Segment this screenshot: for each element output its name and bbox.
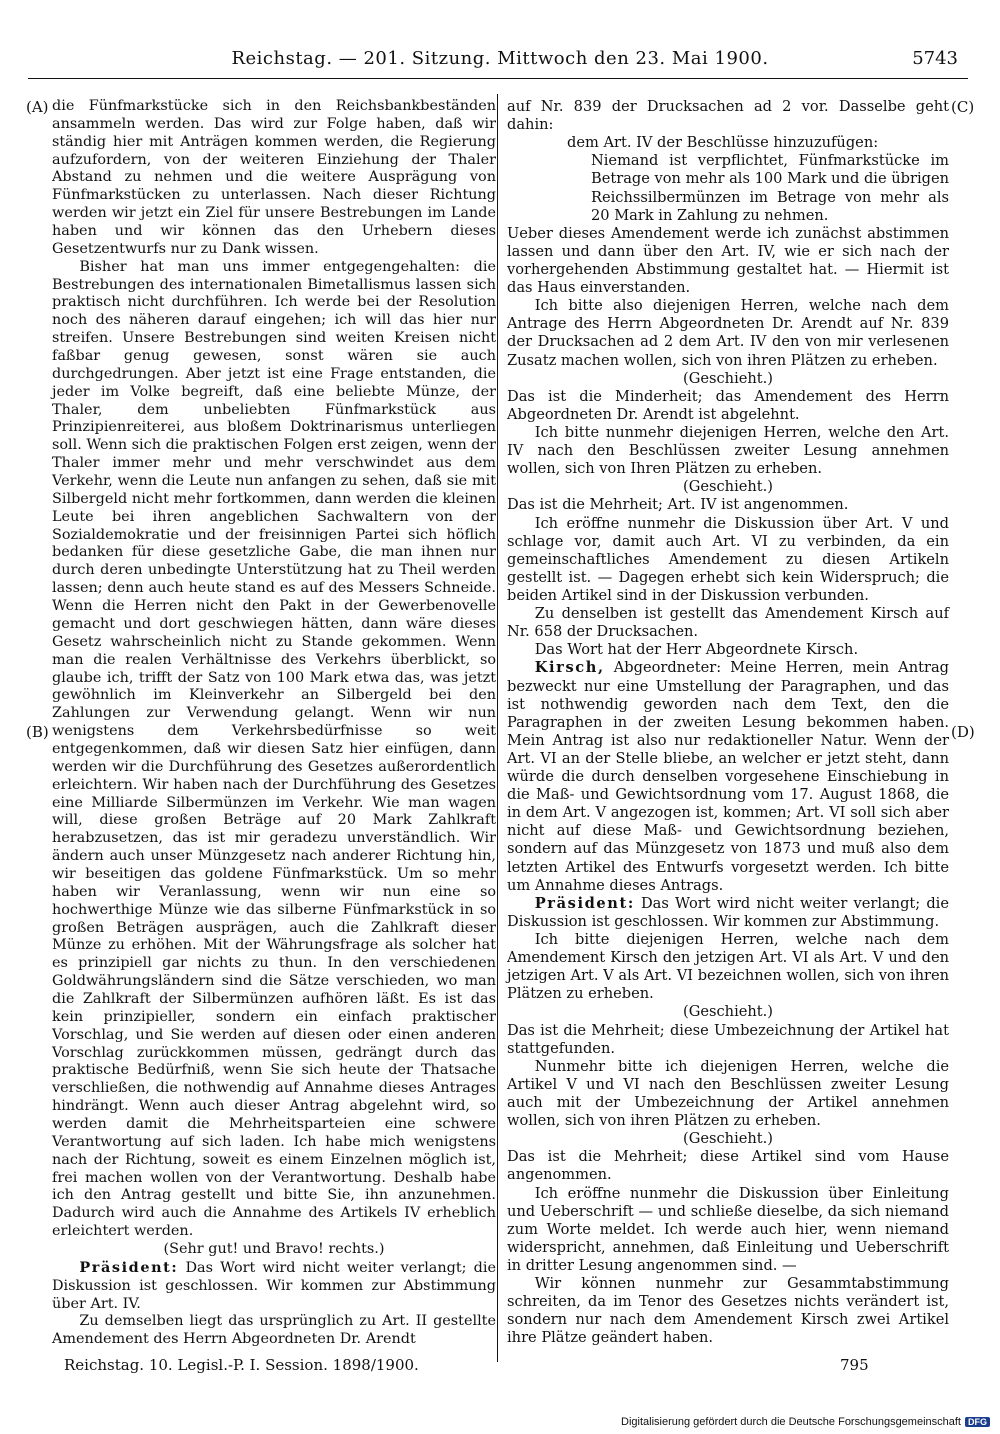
right-paragraph bbox=[507, 931, 949, 1003]
paragraph-text: Wir können nunmehr zur Gesammtabstimmung schreiten, da im Tenor des Gesetzes nichts verändert ist, sondern nur nach dem Amendement Kirsch zwei Artikel ihre Plätze geändert haben. bbox=[507, 1275, 949, 1347]
margin-marker-c: (C) bbox=[951, 98, 975, 116]
right-paragraph bbox=[507, 641, 949, 659]
left-column bbox=[52, 98, 496, 1349]
paragraph-text: Das Wort wird nicht weiter verlangt; die Diskussion ist geschlossen. Wir kommen zur Abstimmung über Art. IV. bbox=[52, 1259, 496, 1312]
right-paragraph bbox=[567, 134, 949, 152]
paragraph-text: Ueber dieses Amendement werde ich zunächst abstimmen lassen und dann über den Art. IV, wie er sich nach der vorhergehenden Abstimmung gestaltet hat. — Hiermit ist das Haus einverstanden. bbox=[507, 224, 949, 297]
margin-marker-d: (D) bbox=[951, 723, 975, 741]
right-paragraph bbox=[507, 1185, 949, 1276]
margin-marker-a: (A) bbox=[26, 98, 49, 116]
paragraph-text: Ich eröffne nunmehr die Diskussion über Art. V und schlage vor, damit auch Art. VI zu verbinden, da ein gemeinschaftliches Amendement zu diesen Artikeln gestellt ist. — Dagegen erhebt sich kein Widerspruch; die beiden Artikel sind in der Diskussion verbunden. bbox=[507, 514, 949, 604]
paragraph-text: Ich eröffne nunmehr die Diskussion über Einleitung und Ueberschrift — und schließe dieselbe, da sich niemand zum Worte meldet. Ich werde auch hier, wenn niemand widerspricht, annehmen, daß Einleitung und Ueberschrift in dritter Lesung angenommen sind. — bbox=[507, 1184, 949, 1274]
footer-left: Reichstag. 10. Legisl.-P. I. Session. 1898/1900. bbox=[64, 1356, 419, 1374]
right-paragraph bbox=[507, 424, 949, 478]
paragraph-text: Niemand ist verpflichtet, Fünfmarkstücke im Betrage von mehr als 100 Mark und die übrigen Reichssilbermünzen im Betrage von mehr als 20 Mark in Zahlung zu nehmen. bbox=[591, 152, 949, 224]
paragraph-text: Zu denselben ist gestellt das Amendement Kirsch auf Nr. 658 der Drucksachen. bbox=[507, 605, 949, 641]
right-paragraph bbox=[507, 1022, 949, 1058]
right-paragraph bbox=[507, 98, 949, 134]
footer-page-sheet: 795 bbox=[840, 1356, 869, 1374]
right-paragraph bbox=[507, 1130, 949, 1148]
paragraph-text: auf Nr. 839 der Drucksachen ad 2 vor. Dasselbe geht dahin: bbox=[507, 98, 949, 134]
paragraph-text: dem Art. IV der Beschlüsse hinzuzufügen: bbox=[567, 134, 879, 152]
left-paragraph bbox=[52, 259, 496, 1241]
right-paragraph bbox=[507, 478, 949, 496]
digitization-credit bbox=[621, 1416, 990, 1428]
right-paragraph bbox=[591, 152, 949, 224]
right-paragraph bbox=[507, 1148, 949, 1184]
paragraph-text: Das Wort hat der Herr Abgeordnete Kirsch. bbox=[534, 641, 859, 659]
right-paragraph bbox=[507, 659, 949, 894]
paragraph-text: Das ist die Mehrheit; diese Artikel sind vom Hause angenommen. bbox=[507, 1148, 949, 1184]
paragraph-text: (Geschieht.) bbox=[683, 1130, 773, 1148]
left-paragraph bbox=[52, 1259, 496, 1314]
speaker-name: Präsident: bbox=[79, 1258, 179, 1276]
paragraph-text: Ich bitte also diejenigen Herren, welche nach dem Antrage des Herrn Abgeordneten Dr. Arendt auf Nr. 839 der Drucksachen ad 2 dem Art. IV den von mir verlesenen Zusatz machen wollen, sich von ihren Plätzen zu erheben. bbox=[507, 297, 949, 369]
header-rule bbox=[28, 78, 968, 79]
paragraph-text: Ich bitte nunmehr diejenigen Herren, welche den Art. IV nach den Beschlüssen zweiter Lesung annehmen wollen, sich von Ihren Plätzen zu erheben. bbox=[507, 423, 949, 478]
paragraph-text: Das ist die Minderheit; das Amendement des Herrn Abgeordneten Dr. Arendt ist abgelehnt. bbox=[507, 387, 949, 423]
left-paragraph bbox=[52, 1241, 496, 1259]
paragraph-text: (Geschieht.) bbox=[683, 369, 773, 387]
right-paragraph bbox=[507, 225, 949, 297]
paragraph-text: (Geschieht.) bbox=[683, 1003, 773, 1021]
left-paragraph bbox=[52, 1313, 496, 1349]
right-paragraph bbox=[507, 515, 949, 606]
left-paragraph bbox=[52, 98, 496, 259]
paragraph-text: Nunmehr bitte ich diejenigen Herren, welche die Artikel V und VI nach den Beschlüssen zweiter Lesung auch mit der Umbezeichnung der Artikel annehmen wollen, sich von ihren Plätzen zu erheben. bbox=[507, 1057, 949, 1130]
paragraph-text: Das ist die Mehrheit; diese Umbezeichnung der Artikel hat stattgefunden. bbox=[507, 1021, 949, 1057]
speaker-name: Präsident: bbox=[534, 894, 635, 912]
right-paragraph bbox=[507, 496, 949, 514]
page-header bbox=[0, 48, 1000, 76]
paragraph-text: Bisher hat man uns immer entgegengehalten: die Bestrebungen des internationalen Bimetallismus lassen sich praktisch nicht durchführen. Ich werde bei der Resolution noch des näheren darauf eingehen; ich will das hier nur streifen. Unsere Bestrebungen sind weiten Kreisen nicht faßbar genug gewesen, sonst wären sie auch durchgedrungen. Aber jetzt ist eine Frage entstanden, die jeder im Volke begreift, daß eine beliebte Münze, der Thaler, dem unbeliebten Fünfmarkstück aus Prinzipienreiterei, aus bloßem Doktrinarismus unterliegen soll. Wenn sich die praktischen Folgen erst zeigen, wenn der Thaler immer mehr und mehr verschwindet aus dem Verkehr, wenn die Leute nun anfangen zu sehen, daß sie mit Silbergeld nicht mehr fortkommen, dann werden die kleinen Leute bei ihren angeblichen Sachwaltern von der Sozialdemokratie und der freisinnigen Partei sich höflich bedanken für diese gesetzliche Gabe, die man ihnen nur durch deren unbedingte Unterstützung hat zu Theil werden lassen; denn auch heute stand es auf des Messers Schneide. Wenn die Herren nicht den Pakt in der Gewerbenovelle gemacht und dort geschwiegen hätten, dann wäre dieses Gesetz wahrscheinlich nicht zu Stande gekommen. Wenn man die realen Verhältnisse des Verkehrs überblickt, so glaube ich, trifft der Satz von 100 Mark etwa das, was jetzt gewöhnlich im Kleinverkehr an Silbergeld bei den Zahlungen zur Verwendung gelangt. Wenn wir nun wenigstens dem Verkehrsbedürfnisse so weit entgegenkommen, daß wir diesen Satz hier einfügen, dann werden wir die Durchführung des Gesetzes außerordentlich erleichtern. Wir haben nach der Durchführung des Gesetzes eine Milliarde Silbermünzen im Verkehr. Wie man wagen will, diese großen Beträge auf 20 Mark Zahlkraft herabzusetzen, das ist mir geradezu unverständlich. Wir ändern auch unser Münzgesetz nach anderer Richtung hin, wir beseitigen das goldene Fünfmarkstück. Um so mehr haben wir Veranlassung, wenn wir nun eine so hochwerthige Münze wie das silberne Fünfmarkstück in so großen Beträgen ausprägen, auch die Zahlkraft dieser Münze zu erhöhen. Mit der Währungsfrage als solcher hat es prinzipiell gar nichts zu thun. In den verschiedenen Goldwährungsländern sind die Sätze verschieden, wo man die Zahlkraft der Silbermünzen aufhören läßt. Es ist das kein prinzipieller, sondern ein einfach praktischer Vorschlag, und Sie werden auf diesen oder einen anderen Vorschlag zurückkommen müssen, gedrängt durch das praktische Bedürfniß, wenn Sie sich heute der Thatsache verschließen, die nothwendig auf Annahme dieses Antrages hindrängt. Wenn auch dieser Antrag abgelehnt wird, so werden damit die Mehrheitsparteien eine schwere Verantwortung auf sich laden. Ich habe mich wenigstens nach der Richtung, soweit es einem Einzelnen möglich ist, frei machen wollen von der Verantwortung. Deshalb habe ich den Antrag gestellt und bitte Sie, ihn anzunehmen. Dadurch wird auch die Annahme des Artikels IV erheblich erleichtert werden. bbox=[52, 258, 496, 1240]
dfg-logo: DFG bbox=[965, 1417, 990, 1427]
paragraph-text: die Fünfmarkstücke sich in den Reichsbankbeständen ansammeln werden. Das wird zur Folge haben, daß wir ständig hier mit Anträgen kommen werden, die Regierung aufzufordern, von der weiteren Einziehung der Thaler Abstand zu nehmen und die weitere Ausprägung von Fünfmarkstücken zu unterlassen. Nach dieser Richtung werden wir jetzt ein Ziel für unsere Bestrebungen im Lande haben und wir können das den Urhebern dieses Gesetzentwurfs nur zu Dank wissen. bbox=[52, 98, 496, 257]
right-paragraph bbox=[507, 1058, 949, 1130]
right-paragraph bbox=[507, 895, 949, 931]
margin-marker-b: (B) bbox=[26, 723, 49, 741]
paragraph-text: Das Wort wird nicht weiter verlangt; die Diskussion ist geschlossen. Wir kommen zur Abstimmung. bbox=[507, 894, 949, 930]
right-paragraph bbox=[507, 605, 949, 641]
speaker-name: Kirsch, bbox=[534, 659, 605, 677]
paragraph-text: (Sehr gut! und Bravo! rechts.) bbox=[163, 1241, 385, 1257]
running-title: Reichstag. — 201. Sitzung. Mittwoch den 23. Mai 1900. bbox=[231, 48, 769, 69]
right-paragraph bbox=[507, 1003, 949, 1021]
paragraph-text: Abgeordneter: Meine Herren, mein Antrag bezweckt nur eine Umstellung der Paragraphen, und das ist nothwendig geworden nach dem Text, den die Paragraphen in der zweiten Lesung bekommen haben. Mein Antrag ist also nur redaktioneller Natur. Wenn der Art. VI an der Stelle bliebe, an welcher er jetzt steht, dann würde die durch denselben vorgesehene Einschiebung in die Maß- und Gewichtsordnung vom 17. August 1868, die in dem Art. V angezogen ist, kommen; Art. VI soll sich aber nicht auf diese Maß- und Gewichtsordnung beziehen, sondern auf das Münzgesetz von 1873 und muß also dem letzten Artikel des Entwurfs vorgesetzt werden. Ich bitte um Annahme dieses Antrags. bbox=[507, 659, 949, 894]
paragraph-text: Ich bitte diejenigen Herren, welche nach dem Amendement Kirsch den jetzigen Art. VI als Art. V und den jetzigen Art. V als Art. VI bezeichnen wollen, sich von ihren Plätzen zu erheben. bbox=[507, 931, 949, 1003]
right-paragraph bbox=[507, 388, 949, 424]
right-paragraph bbox=[507, 297, 949, 369]
column-divider bbox=[497, 94, 498, 1362]
paragraph-text: Das ist die Mehrheit; Art. IV ist angenommen. bbox=[507, 496, 849, 514]
paragraph-text: (Geschieht.) bbox=[683, 478, 773, 496]
page-number: 5743 bbox=[912, 48, 958, 69]
right-column bbox=[507, 98, 949, 1348]
right-paragraph bbox=[507, 370, 949, 388]
paragraph-text: Zu demselben liegt das ursprünglich zu Art. II gestellte Amendement des Herrn Abgeordneten Dr. Arendt bbox=[52, 1313, 496, 1348]
credit-text: Digitalisierung gefördert durch die Deutsche Forschungsgemeinschaft bbox=[621, 1416, 961, 1428]
right-paragraph bbox=[507, 1275, 949, 1347]
